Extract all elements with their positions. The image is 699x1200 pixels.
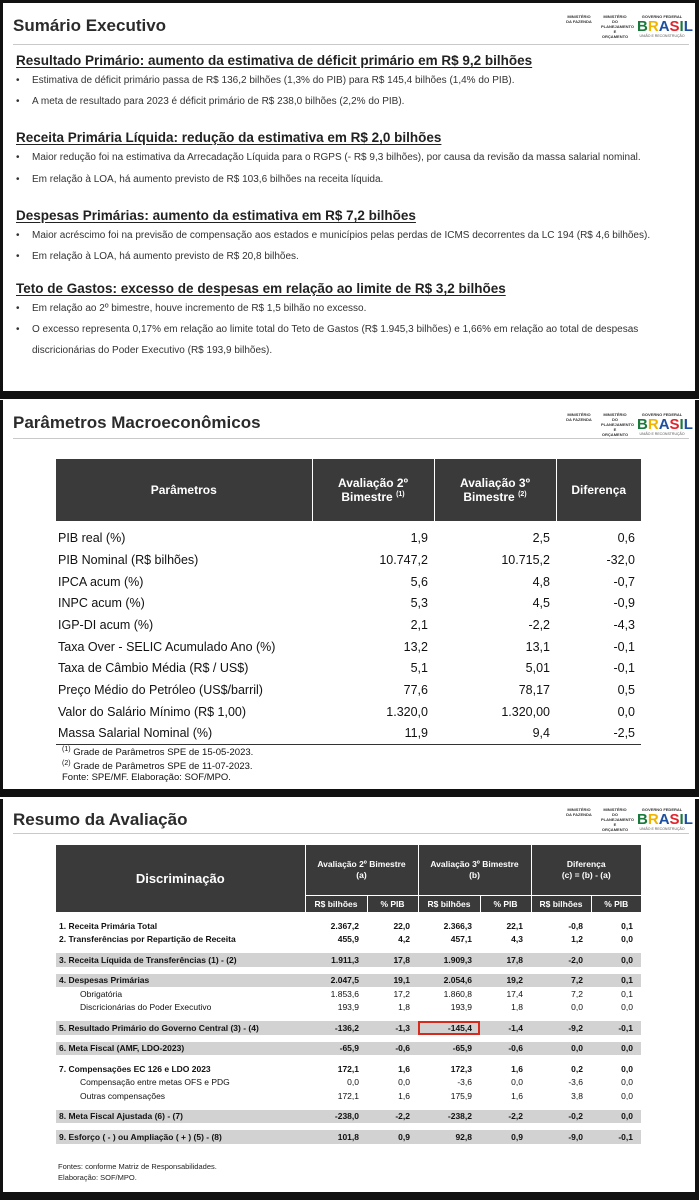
row-value: 17,8 <box>367 953 418 967</box>
row-label: 5. Resultado Primário do Governo Central (3) - (4) <box>56 1021 305 1035</box>
row-value: 175,9 <box>450 1090 472 1101</box>
row-label: 7. Compensações EC 126 e LDO 2023 <box>59 1063 211 1074</box>
frame-right <box>695 799 699 1200</box>
table-row <box>56 1062 641 1076</box>
frame-top <box>0 0 699 3</box>
row-value: 77,6 <box>403 682 428 697</box>
resumo-table <box>56 845 641 1144</box>
row-value: 13,1 <box>525 639 550 654</box>
row-label: 3. Receita Líquida de Transferências (1) - (2) <box>56 953 305 967</box>
subheader-cell: R$ bilhões <box>531 895 591 912</box>
bullet-item: • Em relação à LOA, há aumento previsto de R$ 20,8 bilhões. <box>16 251 299 262</box>
table-row <box>56 636 641 658</box>
header-discriminacao: Discriminação <box>56 845 305 912</box>
footnote-fontes: Fontes: conforme Matriz de Responsabilidades. <box>58 1162 217 1171</box>
row-value: 0,6 <box>617 531 635 545</box>
section-heading-despesas: Despesas Primárias: aumento da estimativa em R$ 7,2 bilhões <box>16 208 416 223</box>
frame-left <box>0 0 3 399</box>
row-label: 4. Despesas Primárias <box>56 974 305 988</box>
frame-left <box>0 400 3 797</box>
frame-left <box>0 799 3 1200</box>
row-value: -0,9 <box>613 596 635 611</box>
table-row <box>56 953 641 967</box>
table-row <box>56 592 641 614</box>
row-label: Valor do Salário Mínimo (R$ 1,00) <box>58 704 247 719</box>
governo-federal-logo <box>637 412 693 436</box>
row-value: 0,0 <box>621 1002 633 1013</box>
spacer-row <box>56 1014 641 1021</box>
row-value: 4,8 <box>532 574 550 589</box>
row-value: -65,9 <box>418 1042 480 1056</box>
table-row <box>56 987 641 1001</box>
table-row <box>56 1110 641 1124</box>
row-value: -238,2 <box>418 1110 480 1124</box>
row-value: 0,0 <box>617 704 635 719</box>
uniao-text: UNIÃO E RECONSTRUÇÃO <box>639 432 685 436</box>
row-value: 11,9 <box>312 723 434 745</box>
spacer-row <box>56 1103 641 1110</box>
header-diferenca: Diferença <box>556 459 641 521</box>
row-value: 1,6 <box>398 1090 410 1101</box>
row-label: Massa Salarial Nominal (%) <box>56 723 312 745</box>
row-label: Discricionárias do Poder Executivo <box>80 1002 212 1013</box>
table-row <box>56 919 641 933</box>
bullet-item: • Estimativa de déficit primário passa de R$ 136,2 bilhões (1,3% do PIB) para R$ 145,4 bilhões (1,4% do PIB). <box>16 75 515 86</box>
frame-right <box>695 0 699 399</box>
row-value: 457,1 <box>450 934 472 945</box>
row-value: 9,4 <box>434 723 556 745</box>
table-row <box>56 1130 641 1144</box>
row-value: -0,1 <box>591 1021 641 1035</box>
uniao-text: UNIÃO E RECONSTRUÇÃO <box>639 827 685 831</box>
footnote-1: $^{(1)}$ Grade de Parâmetros SPE de 15-05-2023. <box>62 746 254 759</box>
row-value: 172,3 <box>450 1063 472 1074</box>
table-row <box>56 1001 641 1015</box>
row-value: 5,3 <box>410 596 428 611</box>
row-value: -9,0 <box>531 1130 591 1144</box>
row-value: 0,9 <box>480 1130 531 1144</box>
header-diferenca: Diferença (c) = (b) - (a) <box>531 845 641 895</box>
row-value: 7,2 <box>531 974 591 988</box>
spacer-row <box>56 1055 641 1062</box>
header-logos <box>565 807 693 832</box>
row-value: -3,6 <box>457 1077 472 1088</box>
row-value: 193,9 <box>337 1002 359 1013</box>
row-value: -4,3 <box>613 617 635 632</box>
header-logos <box>565 14 693 39</box>
row-value: 2,1 <box>410 617 428 632</box>
row-value: -0,2 <box>531 1110 591 1124</box>
row-value: 2.366,3 <box>443 920 472 931</box>
row-value: 0,2 <box>571 1063 583 1074</box>
row-value: 10.715,2 <box>501 552 550 567</box>
bullet-item-continuation: discricionárias do Poder Executivo (R$ 193,9 bilhões). <box>32 345 273 356</box>
row-label: 9. Esforço ( - ) ou Ampliação ( + ) (5) - (8) <box>56 1130 305 1144</box>
row-value: 2.367,2 <box>330 920 359 931</box>
frame-right <box>695 400 699 797</box>
ministerio-planejamento-logo: MINISTÉRIO DO PLANEJAMENTO E ORÇAMENTO <box>601 412 635 437</box>
row-value: 1.853,6 <box>330 988 359 999</box>
spacer-row <box>56 1035 641 1042</box>
row-value: 193,9 <box>450 1002 472 1013</box>
row-label: IGP-DI acum (%) <box>58 617 154 632</box>
subheader-cell: R$ bilhões <box>305 895 367 912</box>
row-value: 17,2 <box>393 988 410 999</box>
row-value: -0,6 <box>480 1042 531 1056</box>
row-label: PIB Nominal (R$ bilhões) <box>58 552 199 567</box>
row-value: 0,0 <box>621 1063 633 1074</box>
row-value: -1,4 <box>480 1021 531 1035</box>
subheader-cell: % PIB <box>591 895 641 912</box>
table-row <box>56 657 641 679</box>
row-value: 0,0 <box>591 1110 641 1124</box>
row-value: 1,8 <box>398 1002 410 1013</box>
table-row <box>56 701 641 723</box>
header-aval3: Avaliação 3º Bimestre (b) <box>418 845 531 895</box>
spacer-row <box>56 946 641 953</box>
footnote-source: Fonte: SPE/MF. Elaboração: SOF/MPO. <box>62 772 231 783</box>
row-value: -0,6 <box>367 1042 418 1056</box>
row-value: 2.047,5 <box>305 974 367 988</box>
row-value: 1.911,3 <box>305 953 367 967</box>
table-row <box>56 679 641 701</box>
row-value: 0,5 <box>617 682 635 697</box>
table-row <box>56 549 641 571</box>
slide-sumario-executivo <box>0 0 699 399</box>
table-row <box>56 933 641 947</box>
footnote-2: $^{(2)}$ Grade de Parâmetros SPE de 11-07-2023. <box>62 760 253 773</box>
header-parametros: Parâmetros <box>56 459 312 521</box>
row-value: 0,0 <box>621 1090 633 1101</box>
row-value: 92,8 <box>418 1130 480 1144</box>
spacer-row <box>56 967 641 974</box>
row-value: -0,1 <box>591 1130 641 1144</box>
row-value: 5,1 <box>410 661 428 676</box>
row-value: -1,3 <box>367 1021 418 1035</box>
table-row <box>56 614 641 636</box>
row-label: Compensação entre metas OFS e PDG <box>80 1077 230 1088</box>
table-row <box>56 974 641 988</box>
row-value: 1.860,8 <box>443 988 472 999</box>
row-value: 0,1 <box>621 920 633 931</box>
row-value: -2,0 <box>531 953 591 967</box>
row-value: 1,2 <box>571 934 583 945</box>
slide-resumo <box>0 799 699 1200</box>
row-value: 0,0 <box>511 1077 523 1088</box>
row-value: 5,01 <box>525 661 550 676</box>
row-value: 0,9 <box>367 1130 418 1144</box>
row-value: -136,2 <box>305 1021 367 1035</box>
row-value: 0,0 <box>591 953 641 967</box>
title-divider <box>13 438 689 439</box>
row-value: 0,0 <box>591 1042 641 1056</box>
table-header <box>56 845 641 895</box>
row-value: 0,0 <box>347 1077 359 1088</box>
row-value: 1,6 <box>511 1063 523 1074</box>
row-value: -0,1 <box>613 661 635 676</box>
row-value: 1.320,00 <box>501 704 550 719</box>
row-value: 2.054,6 <box>418 974 480 988</box>
frame-bottom <box>0 789 699 797</box>
ministerio-planejamento-logo: MINISTÉRIO DO PLANEJAMENTO E ORÇAMENTO <box>601 14 635 39</box>
row-value: 3,8 <box>571 1090 583 1101</box>
row-value: 1,9 <box>410 531 428 545</box>
ministerio-fazenda-logo: MINISTÉRIO DA FAZENDA <box>566 14 592 24</box>
spacer-row <box>56 912 641 919</box>
row-value: 1,6 <box>511 1090 523 1101</box>
bullet-item: • O excesso representa 0,17% em relação ao limite total do Teto de Gastos (R$ 1.945,3 bilhões) e 1,66% em relação ao total de despesas <box>16 324 639 335</box>
row-label: Taxa de Câmbio Média (R$ / US$) <box>58 661 249 676</box>
row-value: 2,5 <box>532 531 550 545</box>
row-value: 172,1 <box>337 1063 359 1074</box>
subheader-cell: R$ bilhões <box>418 895 480 912</box>
row-label: Preço Médio do Petróleo (US$/barril) <box>58 682 263 697</box>
row-value: 17,4 <box>506 988 523 999</box>
header-aval2: Avaliação 2º Bimestre (a) <box>305 845 418 895</box>
table-row <box>56 723 641 745</box>
subheader-cell: % PIB <box>480 895 531 912</box>
row-value: 0,1 <box>621 988 633 999</box>
section-heading-resultado: Resultado Primário: aumento da estimativa de déficit primário em R$ 9,2 bilhões <box>16 53 533 68</box>
row-value: 0,0 <box>621 1077 633 1088</box>
table-row <box>56 521 641 549</box>
title-divider <box>13 833 689 834</box>
row-value: -0,7 <box>613 574 635 589</box>
subheader-cell: % PIB <box>367 895 418 912</box>
row-label: Taxa Over - SELIC Acumulado Ano (%) <box>58 639 276 654</box>
row-value: -32,0 <box>606 552 635 567</box>
governo-federal-logo <box>637 14 693 38</box>
ministerio-planejamento-logo: MINISTÉRIO DO PLANEJAMENTO E ORÇAMENTO <box>601 807 635 832</box>
slide-title: Parâmetros Macroeconômicos <box>13 413 261 432</box>
row-label: 6. Meta Fiscal (AMF, LDO-2023) <box>56 1042 305 1056</box>
highlighted-value: -145,4 <box>418 1021 480 1035</box>
row-value: 78,17 <box>518 682 550 697</box>
table-row <box>56 1021 641 1035</box>
row-value: 0,1 <box>591 974 641 988</box>
row-value: 1.320,0 <box>386 704 428 719</box>
row-value: 13,2 <box>403 639 428 654</box>
row-value: 19,1 <box>367 974 418 988</box>
governo-federal-logo <box>637 807 693 831</box>
row-value: -2,2 <box>480 1110 531 1124</box>
row-value: -0,8 <box>568 920 583 931</box>
slide-title: Sumário Executivo <box>13 16 167 35</box>
header-aval2: Avaliação 2º Bimestre $^{(1)}$ <box>312 459 434 521</box>
frame-bottom <box>0 391 699 399</box>
uniao-text: UNIÃO E RECONSTRUÇÃO <box>639 34 685 38</box>
row-value: 0,0 <box>531 1042 591 1056</box>
row-value: -238,0 <box>305 1110 367 1124</box>
row-value: 7,2 <box>571 988 583 999</box>
row-value: 17,8 <box>480 953 531 967</box>
row-label: 2. Transferências por Repartição de Receita <box>59 934 236 945</box>
ministerio-fazenda-logo: MINISTÉRIO DA FAZENDA <box>566 807 592 817</box>
row-value: 10.747,2 <box>379 552 428 567</box>
row-label: Outras compensações <box>80 1090 166 1101</box>
table-row <box>56 1076 641 1090</box>
row-value: 1,6 <box>398 1063 410 1074</box>
row-value: 19,2 <box>480 974 531 988</box>
row-value: 22,1 <box>506 920 523 931</box>
governo-federal-text: GOVERNO FEDERAL <box>641 14 683 19</box>
slide-parametros <box>0 400 699 797</box>
row-value: 4,5 <box>532 596 550 611</box>
governo-federal-text: GOVERNO FEDERAL <box>641 412 683 417</box>
table-row <box>56 1042 641 1056</box>
row-label: INPC acum (%) <box>58 596 145 611</box>
bullet-item: • Maior redução foi na estimativa da Arrecadação Líquida para o RGPS (- R$ 9,3 bilhões), por causa da revisão da massa salarial nominal. <box>16 152 641 163</box>
row-value: 1,8 <box>511 1002 523 1013</box>
row-value: -3,6 <box>568 1077 583 1088</box>
bullet-item: • Maior acréscimo foi na previsão de compensação aos estados e municípios pelas perdas de ICMS decorrentes da LC 194 (R$ 4,6 bilhões). <box>16 230 651 241</box>
row-value: -2,2 <box>528 617 550 632</box>
row-label: 8. Meta Fiscal Ajustada (6) - (7) <box>56 1110 305 1124</box>
row-value: 172,1 <box>337 1090 359 1101</box>
frame-bottom <box>0 1192 699 1200</box>
parametros-table <box>56 459 641 745</box>
row-label: IPCA acum (%) <box>58 574 144 589</box>
bullet-item: • Em relação ao 2º bimestre, houve incremento de R$ 1,5 bilhão no excesso. <box>16 303 367 314</box>
table-header <box>56 459 641 521</box>
row-label: PIB real (%) <box>58 531 126 545</box>
header-aval3: Avaliação 3º Bimestre $^{(2)}$ <box>434 459 556 521</box>
row-value: 4,3 <box>511 934 523 945</box>
spacer-row <box>56 1123 641 1130</box>
table-row <box>56 571 641 593</box>
row-value: -0,1 <box>613 639 635 654</box>
row-value: 1.909,3 <box>418 953 480 967</box>
row-value: 455,9 <box>337 934 359 945</box>
row-value: 22,0 <box>393 920 410 931</box>
brasil-wordmark: BRASIL <box>637 811 693 828</box>
footnote-elaboracao: Elaboração: SOF/MPO. <box>58 1173 137 1182</box>
row-label: Obrigatória <box>80 988 123 999</box>
section-heading-teto: Teto de Gastos: excesso de despesas em relação ao limite de R$ 3,2 bilhões <box>16 281 506 296</box>
brasil-wordmark: BRASIL <box>637 416 693 433</box>
row-value: 0,0 <box>571 1002 583 1013</box>
row-value: 101,8 <box>305 1130 367 1144</box>
bullet-item: • A meta de resultado para 2023 é déficit primário de R$ 238,0 bilhões (2,2% do PIB). <box>16 96 405 107</box>
ministerio-fazenda-logo: MINISTÉRIO DA FAZENDA <box>566 412 592 422</box>
bullet-item: • Em relação à LOA, há aumento previsto de R$ 103,6 bilhões na receita líquida. <box>16 174 384 185</box>
brasil-wordmark: BRASIL <box>637 18 693 35</box>
header-logos <box>565 412 693 437</box>
row-value: 5,6 <box>410 574 428 589</box>
title-divider <box>13 44 689 45</box>
table-row <box>56 1089 641 1103</box>
row-value: -2,2 <box>367 1110 418 1124</box>
row-value: 0,0 <box>621 934 633 945</box>
section-heading-receita: Receita Primária Líquida: redução da estimativa em R$ 2,0 bilhões <box>16 130 442 145</box>
row-value: -9,2 <box>531 1021 591 1035</box>
governo-federal-text: GOVERNO FEDERAL <box>641 807 683 812</box>
row-value: 4,2 <box>398 934 410 945</box>
row-value: -65,9 <box>305 1042 367 1056</box>
row-value: 0,0 <box>398 1077 410 1088</box>
row-label: 1. Receita Primária Total <box>59 920 158 931</box>
slide-title: Resumo da Avaliação <box>13 810 188 829</box>
row-value: -2,5 <box>556 723 641 745</box>
